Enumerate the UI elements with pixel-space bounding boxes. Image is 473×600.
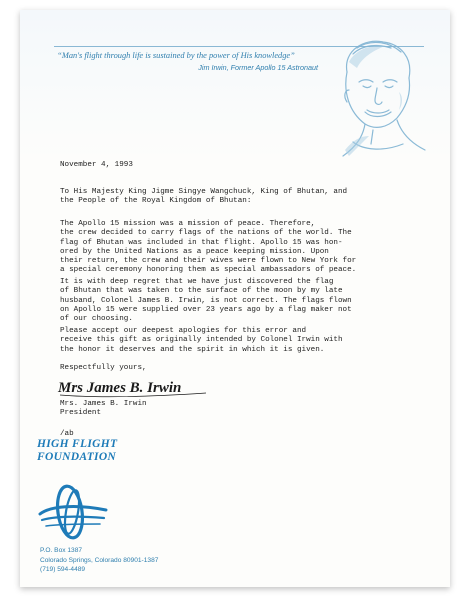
signature-text: Mrs James B. Irwin — [58, 380, 182, 396]
recipient-line-1: To His Majesty King Jigme Singye Wangchuck, King of Bhutan, and — [60, 188, 348, 196]
po-box: P.O. Box 1387 — [40, 547, 83, 554]
signer-name: Mrs. James B. Irwin — [60, 400, 147, 408]
closing-salutation: Respectfully yours, — [60, 364, 147, 372]
organization-name-line-2: FOUNDATION — [37, 451, 117, 463]
organization-name — [37, 438, 117, 464]
letterhead-attribution: Jim Irwin, Former Apollo 15 Astronaut — [198, 63, 318, 72]
body-paragraph-1: The Apollo 15 mission was a mission of peace. Therefore, the crew decided to carry flags of the nations of the world. The flag of Bhutan was included in that flight. Apollo 15 was hon- ored by the United Nations as a peace keeping mission. Upon their return, the crew and their wives were flown to New York for a special ceremony honoring them as special ambassadors of peace. — [60, 220, 357, 275]
phone-number: (719) 594-4489 — [40, 566, 86, 574]
contact-block — [40, 546, 158, 575]
letterhead-quote: “Man's flight through life is sustained by the power of His knowledge” — [57, 51, 295, 60]
recipient-address — [60, 188, 450, 207]
organization-name-line-1: HIGH FLIGHT — [37, 438, 118, 450]
letter-page — [20, 10, 450, 587]
typist-initials: /ab — [60, 430, 74, 438]
signer-title: President — [60, 409, 102, 418]
body-paragraph-3: Please accept our deepest apologies for this error and receive this gift as originally intended by Colonel Irwin with the honor it deserves and the spirit in which it is given. — [60, 327, 343, 354]
city-address: Colorado Springs, Colorado 80901-1387 — [40, 556, 159, 564]
astronaut-portrait-icon — [313, 32, 431, 160]
letter-date: November 4, 1993 — [60, 161, 133, 169]
handwritten-signature — [56, 374, 216, 400]
body-paragraph-2: It is with deep regret that we have just discovered the flag of Bhutan that was taken to the surface of the moon by my late husband, Colonel James B. Irwin, is not correct. The flags flown on Apollo 15 were supplied over 23 years ago by a flag maker not of our choosing. — [60, 278, 352, 324]
recipient-line-2: the People of the Royal Kingdom of Bhutan: — [60, 197, 252, 206]
signer-block — [60, 400, 147, 419]
high-flight-logo-icon — [36, 476, 110, 546]
